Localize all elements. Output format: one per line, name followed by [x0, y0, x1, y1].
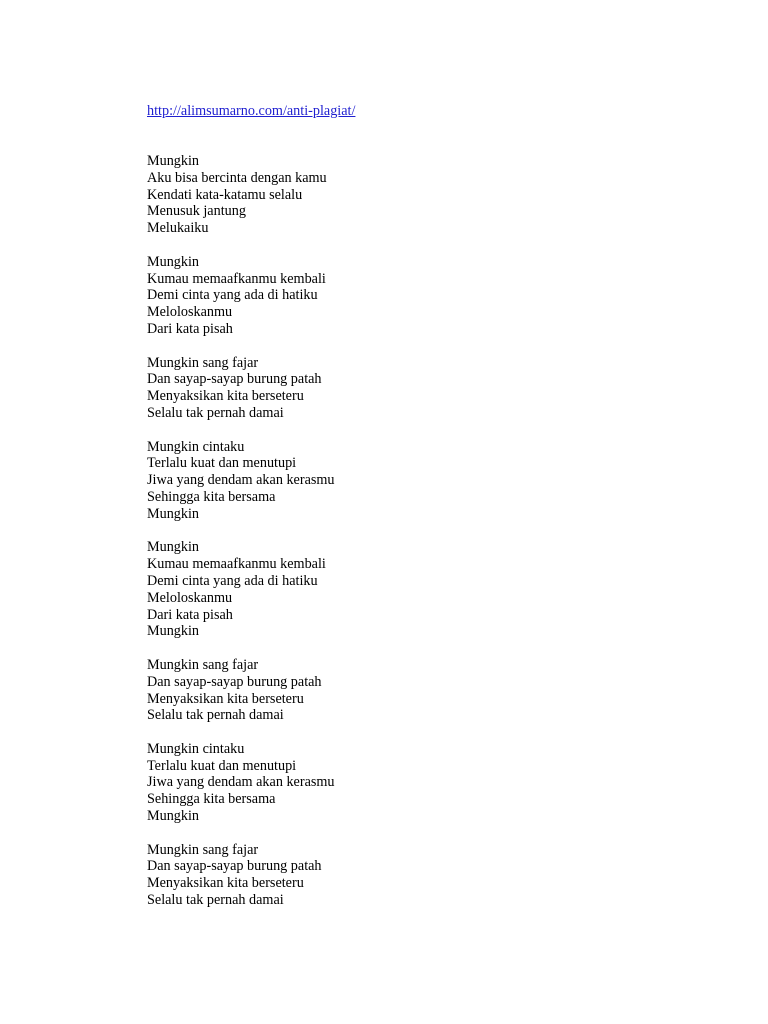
- poem-line: Mungkin sang fajar: [147, 841, 259, 858]
- poem-stanza: [147, 539, 707, 640]
- poem-line: Meloloskanmu: [147, 304, 233, 321]
- source-url-link[interactable]: http://alimsumarno.com/anti-plagiat/: [147, 103, 356, 119]
- poem-line: Kumau memaafkanmu kembali: [147, 270, 326, 287]
- poem-line: Menusuk jantung: [147, 203, 246, 220]
- poem-line: Demi cinta yang ada di hatiku: [147, 572, 318, 589]
- document-content: [147, 103, 707, 909]
- poem-line: Dari kata pisah: [147, 606, 233, 623]
- poem-line: Jiwa yang dendam akan kerasmu: [147, 472, 335, 489]
- poem-line: Menyaksikan kita berseteru: [147, 875, 304, 892]
- poem-line: Mungkin cintaku: [147, 740, 245, 757]
- poem-line: Mungkin: [147, 153, 200, 169]
- poem-stanza: [147, 439, 707, 523]
- poem-line: Mungkin: [147, 539, 200, 556]
- poem-line: Kendati kata-katamu selalu: [147, 186, 303, 203]
- poem-line: Melukaiku: [147, 220, 209, 237]
- poem-line: Mungkin cintaku: [147, 438, 245, 455]
- poem-line: Demi cinta yang ada di hatiku: [147, 287, 318, 304]
- poem-line: Mungkin sang fajar: [147, 656, 259, 673]
- poem-line: Mungkin sang fajar: [147, 354, 259, 371]
- url-line: [147, 103, 707, 153]
- poem-line: Mungkin: [147, 253, 200, 270]
- poem-line: Selalu tak pernah damai: [147, 404, 284, 421]
- poem-line: Aku bisa bercinta dengan kamu: [147, 169, 327, 186]
- poem-stanza: [147, 842, 707, 909]
- poem-line: Selalu tak pernah damai: [147, 707, 284, 724]
- poem-line: Dan sayap-sayap burung patah: [147, 371, 322, 388]
- poem-stanza: [147, 741, 707, 825]
- poem-line: Selalu tak pernah damai: [147, 892, 284, 909]
- poem-line: Terlalu kuat dan menutupi: [147, 757, 297, 774]
- poem-line: Sehingga kita bersama: [147, 791, 276, 808]
- poem-stanza: [147, 254, 707, 338]
- poem-line: Mungkin: [147, 505, 200, 522]
- poem-line: Dan sayap-sayap burung patah: [147, 673, 322, 690]
- poem-line: Jiwa yang dendam akan kerasmu: [147, 774, 335, 791]
- poem-line: Menyaksikan kita berseteru: [147, 690, 304, 707]
- poem-line: Mungkin: [147, 623, 200, 640]
- poem-stanza: [147, 153, 707, 237]
- poem-line: Meloloskanmu: [147, 589, 233, 606]
- poem-line: Mungkin: [147, 808, 200, 825]
- poem-line: Kumau memaafkanmu kembali: [147, 556, 326, 573]
- poem-stanza: [147, 657, 707, 724]
- poem-stanza: [147, 355, 707, 422]
- poem-line: Menyaksikan kita berseteru: [147, 388, 304, 405]
- poem-line: Sehingga kita bersama: [147, 488, 276, 505]
- poem-line: Dan sayap-sayap burung patah: [147, 858, 322, 875]
- poem-line: Terlalu kuat dan menutupi: [147, 455, 297, 472]
- poem-body: [147, 153, 707, 909]
- poem-line: Dari kata pisah: [147, 320, 233, 337]
